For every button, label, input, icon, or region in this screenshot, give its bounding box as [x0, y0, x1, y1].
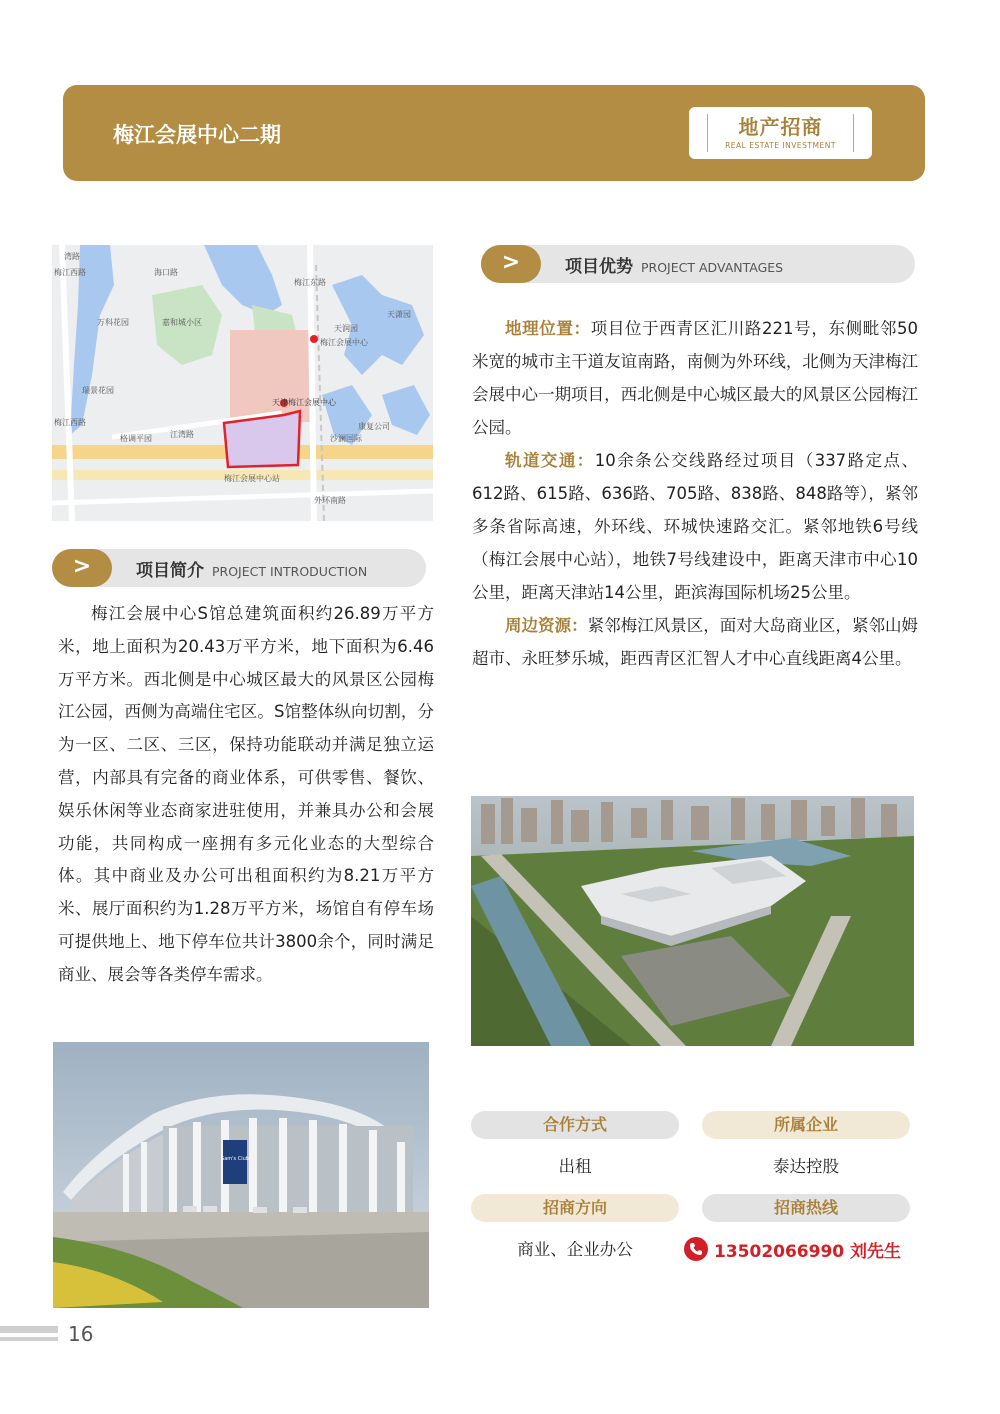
map-label: 沙澜国际: [330, 434, 362, 443]
map-labels: [52, 245, 433, 521]
phone-icon: [684, 1237, 708, 1261]
chevron-right-icon: >: [52, 549, 112, 587]
aerial-photo-icon: [471, 796, 914, 1046]
building-sign: Sam's Club: [221, 1156, 249, 1162]
hotline-value[interactable]: 13502066990 刘先生: [714, 1242, 902, 1262]
section-header-introduction: [52, 549, 426, 587]
badge-main-text: 地产招商: [738, 115, 823, 139]
section-title: 项目简介 PROJECT INTRODUCTION: [136, 561, 368, 581]
map-label: 湾路: [64, 252, 80, 261]
advantage-text: 紧邻梅江风景区，面对大岛商业区，紧邻山姆超市、永旺梦乐城，距西青区汇智人才中心直线距离4公里。: [472, 616, 919, 668]
header-banner: [63, 85, 925, 181]
map-label: 天润园: [334, 324, 358, 333]
section-title-en: PROJECT ADVANTAGES: [641, 260, 784, 275]
advantage-item: [472, 312, 918, 444]
chevron-right-icon: >: [481, 245, 541, 283]
direction-value: 商业、企业办公: [517, 1240, 633, 1259]
map-label: 天潇园: [387, 310, 411, 319]
building-photo-icon: [53, 1042, 429, 1308]
location-map: [52, 245, 433, 521]
advantage-text: 项目位于西青区汇川路221号，东侧毗邻50米宽的城市主干道友谊南路，南侧为外环线，北侧为天津梅江会展中心一期项目，西北侧是中心城区最大的风景区公园梅江公园。: [472, 319, 918, 437]
advantage-item: [472, 609, 918, 675]
page-title: 梅江会展中心二期: [113, 123, 281, 147]
advantage-key: 地理位置：: [505, 319, 591, 338]
building-photo: [53, 1042, 429, 1308]
aerial-photo: [471, 796, 914, 1046]
map-label: 梅江会展中心站: [224, 474, 280, 483]
map-label: 梅江会展中心: [320, 338, 368, 347]
coop-label: 合作方式: [471, 1111, 679, 1139]
map-label: 海口路: [154, 268, 178, 277]
map-label: 梅江西路: [54, 418, 86, 427]
category-badge: [689, 107, 872, 159]
advantage-text: 10余条公交线路经过项目（337路定点、612路、615路、636路、705路、838路、848路等），紧邻多条省际高速，外环线、环城快速路交汇。紧邻地铁6号线（梅江会展中心站），地铁7号线建设中，距离天津市中心10公里，距离天津站14公里，距滨海国际机场25公里。: [472, 451, 918, 602]
map-label: 瑞景花园: [82, 386, 114, 395]
map-label: 外环南路: [314, 496, 346, 505]
section-header-advantages: [481, 245, 915, 283]
map-label: 康复公司: [358, 422, 390, 431]
map-label: 梅江西路: [54, 268, 86, 277]
map-label: 梅江东路: [294, 278, 326, 287]
advantage-key: 轨道交通：: [505, 451, 595, 470]
map-label: 万科花园: [97, 318, 129, 327]
map-label: 格调平园: [120, 434, 152, 443]
advantage-item: [472, 444, 918, 609]
advantage-key: 周边资源：: [505, 616, 588, 635]
coop-value: 出租: [558, 1157, 592, 1176]
advantages-text: [472, 312, 918, 675]
map-label: 江湾路: [170, 430, 194, 439]
footer-bar: [0, 1337, 58, 1341]
hotline-label: 招商热线: [702, 1194, 910, 1222]
hotline[interactable]: [684, 1235, 924, 1263]
map-label: 嘉和城小区: [162, 318, 202, 327]
company-value: 泰达控股: [773, 1157, 839, 1176]
intro-paragraph: 梅江会展中心S馆总建筑面积约26.89万平方米，地上面积为20.43万平方米，地下面积为6.46万平方米。西北侧是中心城区最大的风景区公园梅江公园，西侧为高端住宅区。S馆整体纵向切割，分为一区、二区、三区，保持功能联动并满足独立运营，内部具有完备的商业体系，可供零售、餐饮、娱乐休闲等业态商家进驻使用，并兼具办公和会展功能，共同构成一座拥有多元化业态的大型综合体。其中商业及办公可出租面积约为8.21万平方米、展厅面积约为1.28万平方米，场馆自有停车场可提供地上、地下停车位共计3800余个，同时满足商业、展会等各类停车需求。: [58, 604, 434, 984]
section-title: 项目优势 PROJECT ADVANTAGES: [565, 257, 784, 277]
section-title-en: PROJECT INTRODUCTION: [212, 564, 368, 579]
direction-label: 招商方向: [471, 1194, 679, 1222]
badge-sub-text: REAL ESTATE INVESTMENT: [725, 141, 836, 150]
footer-bar: [0, 1326, 58, 1333]
page-number: 16: [68, 1322, 94, 1346]
map-label: 天津梅江会展中心: [272, 398, 336, 407]
company-label: 所属企业: [702, 1111, 910, 1139]
